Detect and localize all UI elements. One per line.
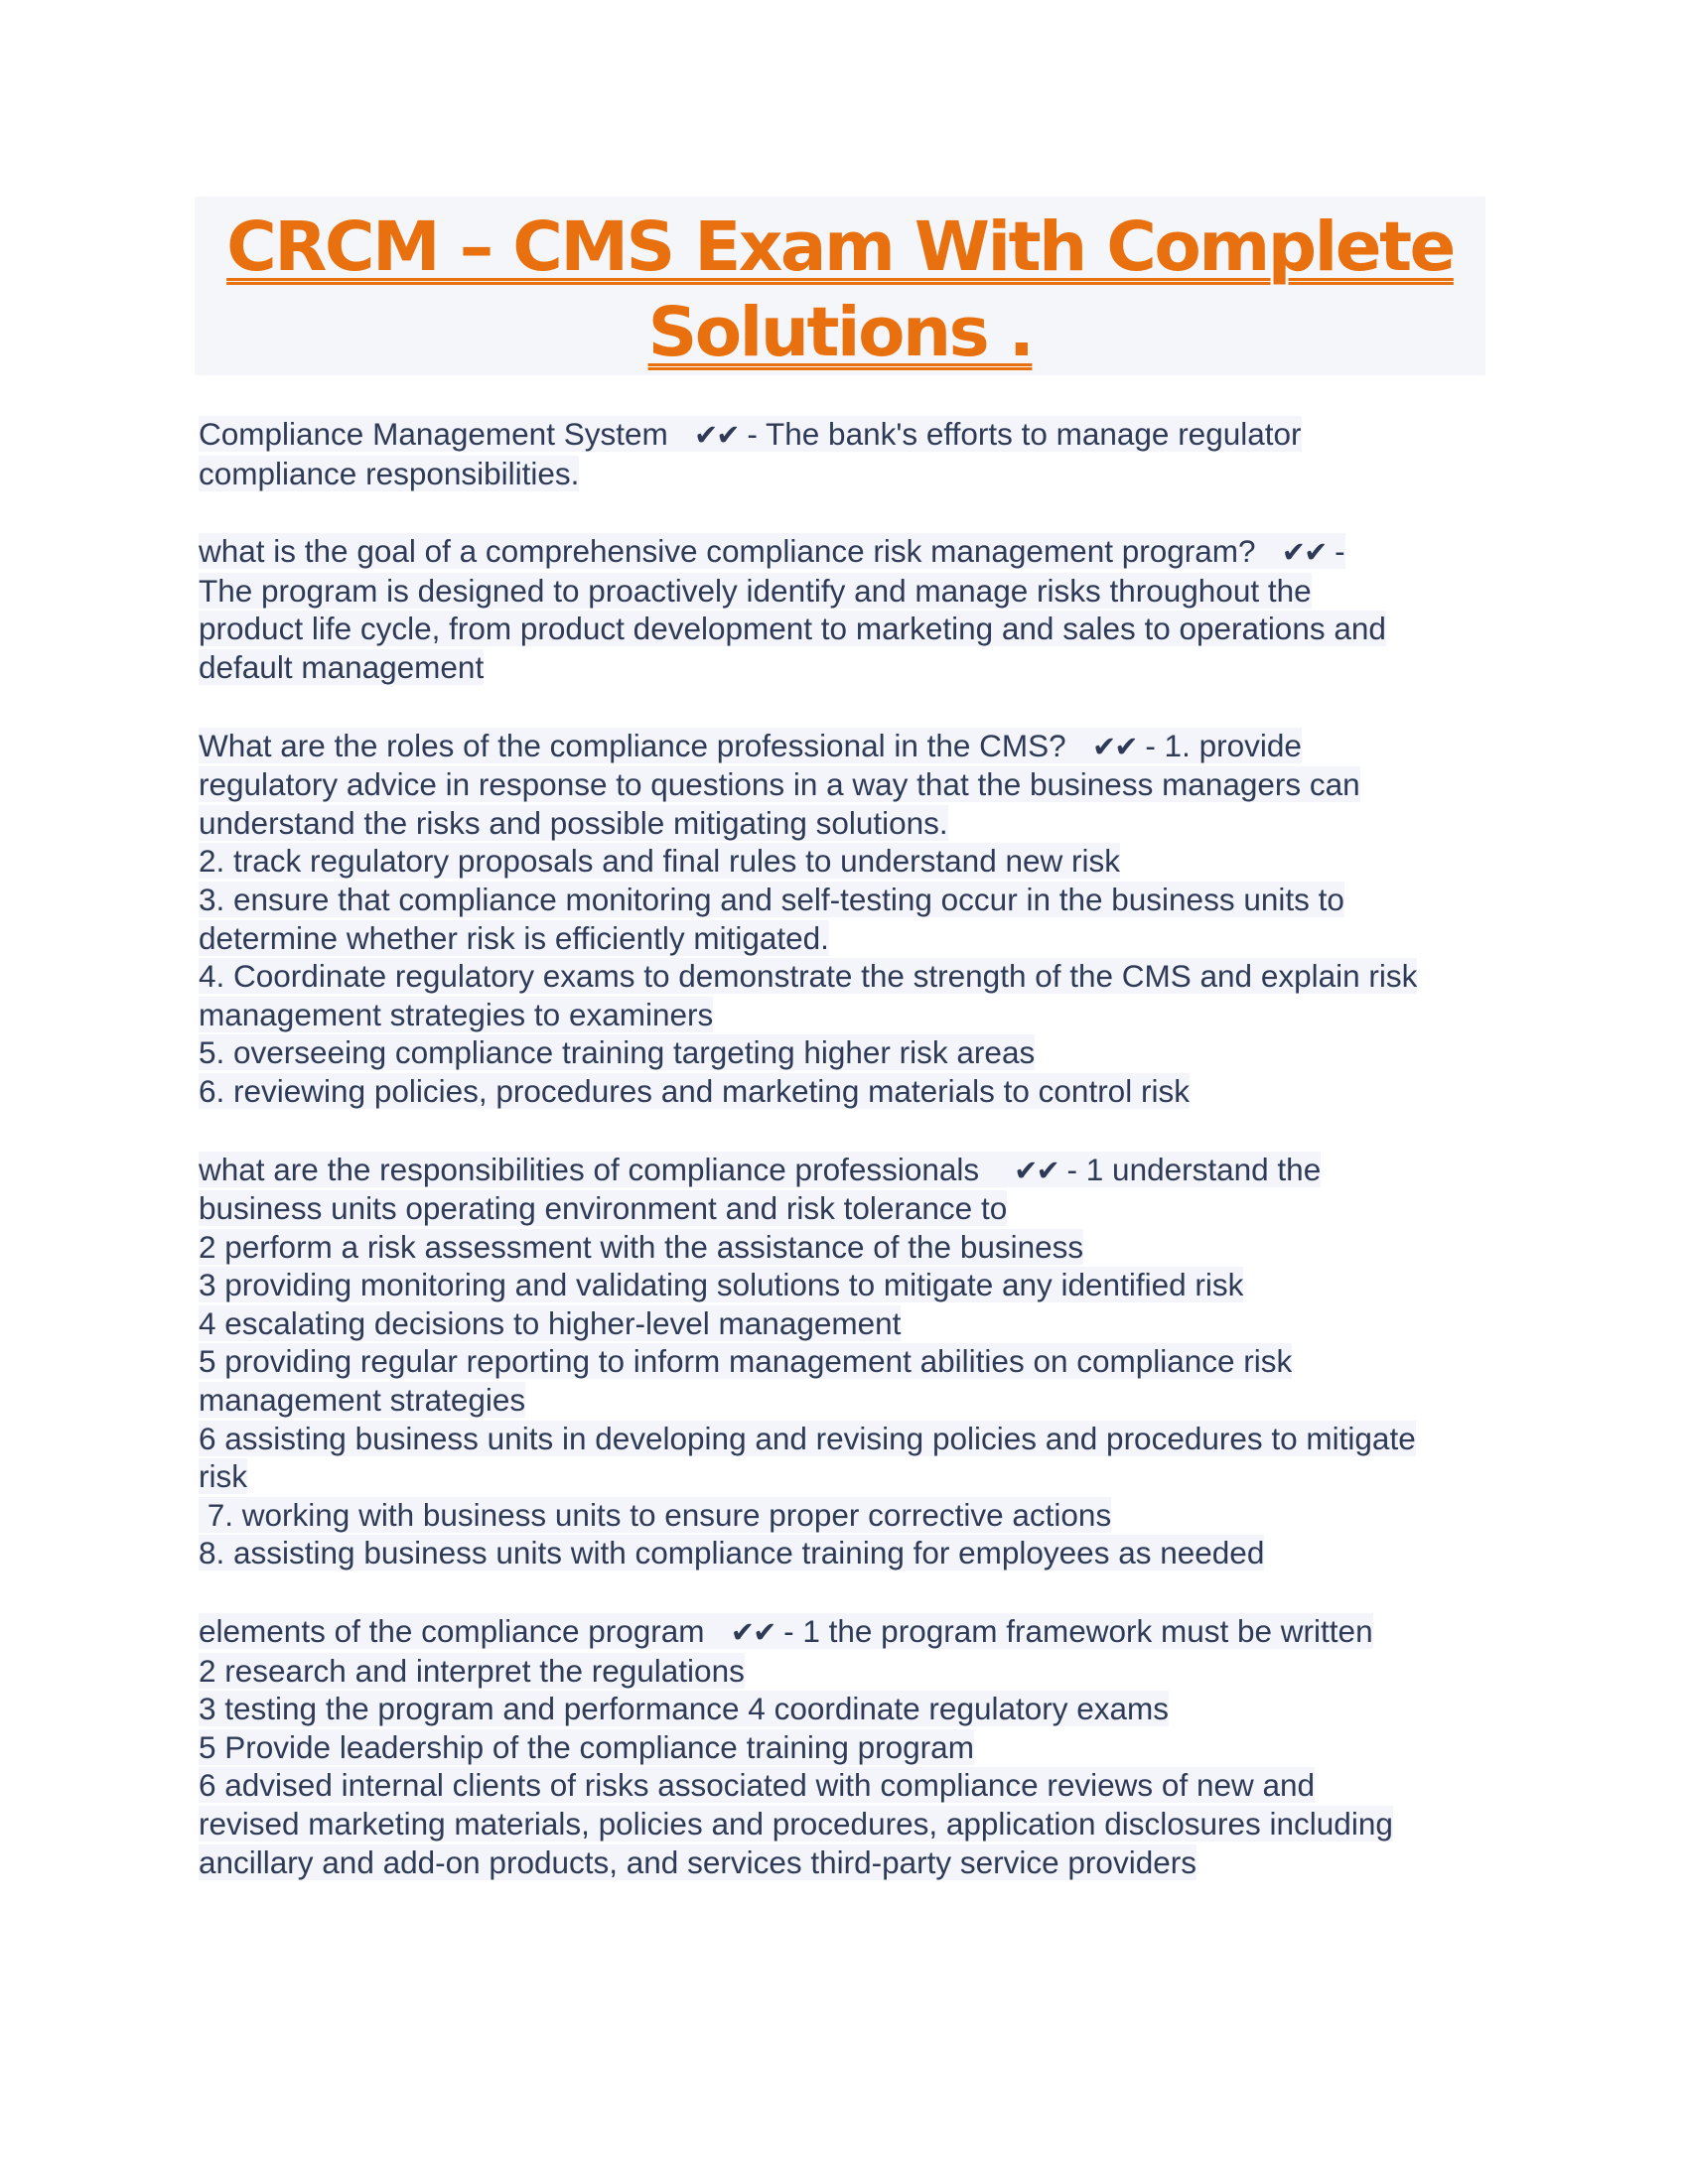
question-line (199, 1612, 1509, 1652)
answer-text: 4 escalating decisions to higher-level management (199, 1304, 902, 1341)
answer-line (199, 957, 1509, 996)
qa-item (199, 1612, 1509, 1881)
answer-text: 3 testing the program and performance 4 coordinate regulatory exams (199, 1691, 1170, 1727)
answer-line (199, 842, 1509, 881)
title-box (195, 197, 1485, 375)
answer-line (199, 1534, 1509, 1572)
answer-line (199, 1381, 1509, 1420)
answer-text: - 1. provide (1136, 727, 1302, 763)
answer-line (199, 919, 1509, 958)
answer-line (199, 804, 1509, 843)
question-text: what is the goal of a comprehensive compliance risk management program? (199, 533, 1282, 570)
question-text: what are the responsibilities of compliance professionals (199, 1151, 1015, 1187)
answer-text: 3 providing monitoring and validating solutions to mitigate any identified risk (199, 1267, 1244, 1303)
question-text: What are the roles of the compliance professional in the CMS? (199, 727, 1092, 763)
answer-text: regulatory advice in response to questions in a way that the business managers can (199, 766, 1360, 803)
title-line-1: CRCM – CMS Exam With Complete (226, 207, 1454, 287)
answer-text: business units operating environment and risk tolerance to (199, 1190, 1008, 1227)
answer-line (199, 1843, 1509, 1882)
qa-item (199, 415, 1509, 492)
answer-text: 5 providing regular reporting to inform management abilities on compliance risk (199, 1343, 1293, 1380)
answer-text: product life cycle, from product development to marketing and sales to operations and (199, 611, 1386, 647)
answer-text: risk (199, 1458, 247, 1495)
answer-line (199, 648, 1509, 687)
question-text: elements of the compliance program (199, 1613, 731, 1650)
qa-item (199, 1151, 1509, 1573)
qa-content (199, 415, 1509, 1921)
answer-line (199, 1304, 1509, 1343)
answer-line (199, 455, 1509, 493)
answer-text: determine whether risk is efficiently mitigated. (199, 919, 829, 956)
answer-text: understand the risks and possible mitigating solutions. (199, 804, 948, 841)
qa-item (199, 727, 1509, 1111)
answer-text: management strategies to examiners (199, 996, 714, 1032)
answer-text: 8. assisting business units with compliance training for employees as needed (199, 1535, 1265, 1571)
answer-text: - 1 the program framework must be written (774, 1613, 1373, 1650)
answer-text: ancillary and add-on products, and services third-party service providers (199, 1843, 1196, 1880)
answer-text: - The bank's efforts to manage regulator (738, 416, 1302, 452)
document-title (195, 197, 1485, 375)
qa-item (199, 532, 1509, 686)
answer-text: 2 research and interpret the regulations (199, 1652, 745, 1689)
check-icon: ✔✔ (730, 1615, 775, 1650)
answer-line (199, 1072, 1509, 1111)
answer-text: 5 Provide leadership of the compliance training program (199, 1728, 974, 1765)
answer-line (199, 1652, 1509, 1691)
answer-line (199, 1690, 1509, 1728)
question-text: Compliance Management System (199, 416, 694, 452)
answer-text: 6. reviewing policies, procedures and marketing materials to control risk (199, 1072, 1190, 1109)
answer-text: 4. Coordinate regulatory exams to demonstrate the strength of the CMS and explain risk (199, 958, 1418, 995)
answer-text: 7. working with business units to ensure proper corrective actions (199, 1496, 1112, 1533)
answer-line (199, 1805, 1509, 1843)
answer-text: revised marketing materials, policies and procedures, application disclosures including (199, 1806, 1393, 1842)
answer-line (199, 1189, 1509, 1228)
question-line (199, 1151, 1509, 1190)
check-icon: ✔✔ (1091, 729, 1137, 763)
answer-text: default management (199, 648, 485, 685)
answer-line (199, 1420, 1509, 1458)
answer-line (199, 1496, 1509, 1535)
answer-line (199, 1228, 1509, 1267)
answer-text: - (1326, 533, 1345, 570)
check-icon: ✔✔ (693, 418, 739, 452)
title-line-2: Solutions . (647, 293, 1033, 372)
answer-text: 2 perform a risk assessment with the assistance of the business (199, 1228, 1084, 1265)
answer-line (199, 1728, 1509, 1767)
check-icon: ✔✔ (1014, 1153, 1058, 1187)
answer-text: - 1 understand the (1057, 1151, 1322, 1187)
answer-text: 6 assisting business units in developing and revising policies and procedures to mitigate (199, 1420, 1416, 1456)
answer-text: management strategies (199, 1382, 526, 1419)
answer-text: 6 advised internal clients of risks associated with compliance reviews of new and (199, 1767, 1316, 1804)
answer-text: 3. ensure that compliance monitoring and self-testing occur in the business units to (199, 881, 1344, 917)
answer-line (199, 1457, 1509, 1496)
question-line (199, 727, 1509, 766)
answer-line (199, 610, 1509, 648)
answer-text: 2. track regulatory proposals and final rules to understand new risk (199, 843, 1120, 880)
answer-line (199, 996, 1509, 1034)
answer-line (199, 1033, 1509, 1072)
question-line (199, 415, 1509, 455)
check-icon: ✔✔ (1281, 535, 1327, 570)
answer-line (199, 881, 1509, 919)
answer-line (199, 765, 1509, 804)
answer-line (199, 1342, 1509, 1381)
answer-text: compliance responsibilities. (199, 455, 580, 491)
answer-text: The program is designed to proactively identify and manage risks throughout the (199, 572, 1312, 609)
answer-text: 5. overseeing compliance training targeting higher risk areas (199, 1034, 1036, 1071)
question-line (199, 532, 1509, 572)
answer-line (199, 1266, 1509, 1304)
answer-line (199, 572, 1509, 611)
answer-line (199, 1766, 1509, 1805)
